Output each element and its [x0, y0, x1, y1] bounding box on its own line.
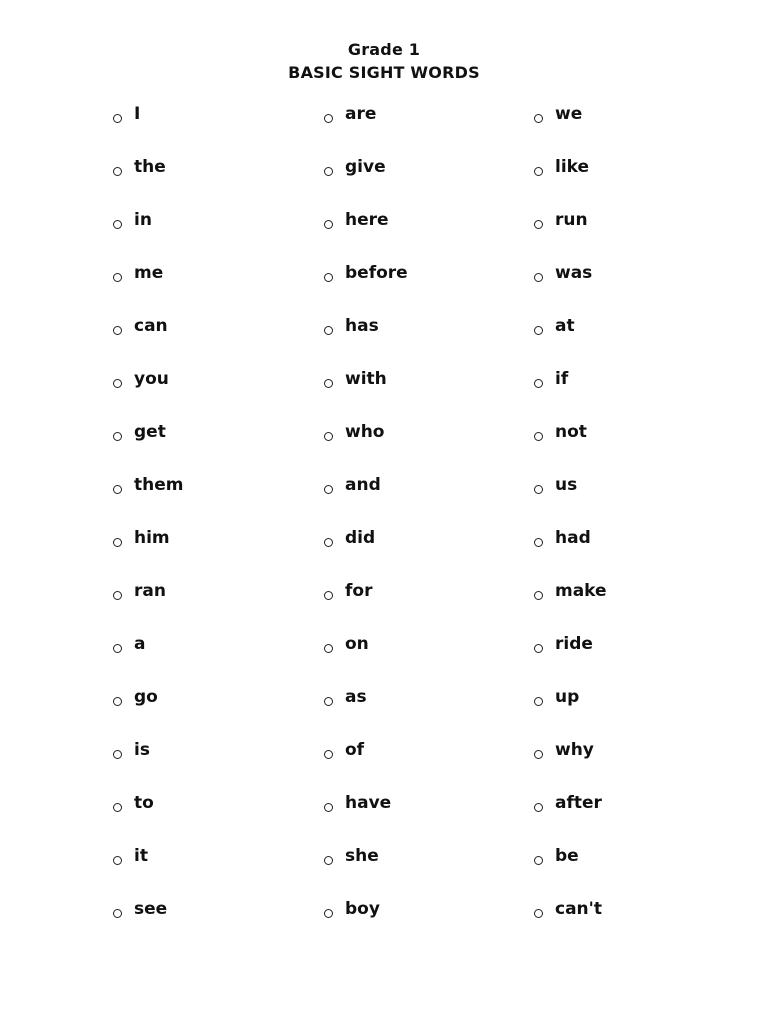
sight-word: get: [134, 422, 166, 442]
list-item: [324, 788, 408, 841]
list-item: [324, 311, 408, 364]
sight-word: can: [134, 316, 168, 336]
sight-word: if: [555, 369, 569, 389]
bullet-icon: [324, 591, 333, 600]
list-item: [324, 735, 408, 788]
bullet-icon: [113, 220, 122, 229]
bullet-icon: [324, 167, 333, 176]
list-item: [324, 523, 408, 576]
sight-word: have: [345, 793, 392, 813]
list-item: [113, 152, 183, 205]
list-item: [324, 99, 408, 152]
sight-word: him: [134, 528, 170, 548]
sight-word: us: [555, 475, 578, 495]
bullet-icon: [324, 750, 333, 759]
bullet-icon: [113, 644, 122, 653]
sight-word: why: [555, 740, 594, 760]
sight-word: and: [345, 475, 381, 495]
sight-word: had: [555, 528, 591, 548]
bullet-icon: [534, 273, 543, 282]
list-item: [113, 735, 183, 788]
bullet-icon: [324, 220, 333, 229]
bullet-icon: [534, 379, 543, 388]
sight-word: here: [345, 210, 389, 230]
page-title: BASIC SIGHT WORDS: [288, 63, 480, 82]
bullet-icon: [534, 909, 543, 918]
list-item: [534, 470, 607, 523]
list-item: [534, 894, 607, 947]
sight-word: did: [345, 528, 376, 548]
sight-word: at: [555, 316, 575, 336]
sight-word: with: [345, 369, 387, 389]
sight-word: was: [555, 263, 593, 283]
sight-word: ride: [555, 634, 593, 654]
list-item: [534, 576, 607, 629]
sight-word: are: [345, 104, 377, 124]
sight-word: you: [134, 369, 169, 389]
grade-label: Grade 1: [347, 40, 421, 59]
list-item: [534, 152, 607, 205]
list-item: [534, 788, 607, 841]
bullet-icon: [113, 114, 122, 123]
sight-word: has: [345, 316, 379, 336]
bullet-icon: [113, 379, 122, 388]
list-item: [113, 788, 183, 841]
bullet-icon: [534, 856, 543, 865]
sight-word: I: [134, 104, 141, 124]
document-header: [0, 38, 768, 84]
bullet-icon: [113, 167, 122, 176]
list-item: [324, 841, 408, 894]
list-item: [324, 894, 408, 947]
list-item: [113, 364, 183, 417]
sight-word: be: [555, 846, 579, 866]
bullet-icon: [534, 697, 543, 706]
bullet-icon: [324, 485, 333, 494]
bullet-icon: [324, 326, 333, 335]
bullet-icon: [324, 644, 333, 653]
list-item: [534, 311, 607, 364]
bullet-icon: [113, 432, 122, 441]
word-column-2: [324, 99, 408, 947]
sight-word: in: [134, 210, 152, 230]
sight-word: them: [134, 475, 184, 495]
sight-word: is: [134, 740, 150, 760]
bullet-icon: [113, 909, 122, 918]
list-item: [113, 258, 183, 311]
list-item: [534, 629, 607, 682]
bullet-icon: [534, 750, 543, 759]
list-item: [324, 682, 408, 735]
sight-word: me: [134, 263, 164, 283]
bullet-icon: [113, 803, 122, 812]
sight-word: before: [345, 263, 408, 283]
sight-word: go: [134, 687, 158, 707]
sight-word: give: [345, 157, 386, 177]
bullet-icon: [324, 909, 333, 918]
sight-word: up: [555, 687, 580, 707]
list-item: [324, 258, 408, 311]
list-item: [324, 364, 408, 417]
list-item: [324, 470, 408, 523]
list-item: [113, 470, 183, 523]
list-item: [113, 841, 183, 894]
bullet-icon: [113, 591, 122, 600]
sight-word: like: [555, 157, 590, 177]
list-item: [113, 894, 183, 947]
sight-word: who: [345, 422, 385, 442]
list-item: [534, 99, 607, 152]
bullet-icon: [324, 803, 333, 812]
list-item: [113, 523, 183, 576]
sight-word: a: [134, 634, 146, 654]
bullet-icon: [324, 432, 333, 441]
sight-word: see: [134, 899, 168, 919]
word-column-1: [113, 99, 183, 947]
bullet-icon: [324, 856, 333, 865]
sight-word: run: [555, 210, 588, 230]
sight-word: the: [134, 157, 166, 177]
list-item: [534, 417, 607, 470]
list-item: [324, 576, 408, 629]
sight-word: not: [555, 422, 587, 442]
list-item: [324, 205, 408, 258]
sight-word: after: [555, 793, 602, 813]
bullet-icon: [534, 167, 543, 176]
bullet-icon: [324, 538, 333, 547]
list-item: [113, 629, 183, 682]
bullet-icon: [534, 326, 543, 335]
bullet-icon: [113, 750, 122, 759]
bullet-icon: [534, 644, 543, 653]
bullet-icon: [534, 591, 543, 600]
list-item: [113, 99, 183, 152]
sight-word: make: [555, 581, 607, 601]
sight-word: to: [134, 793, 154, 813]
sight-word: ran: [134, 581, 166, 601]
bullet-icon: [534, 803, 543, 812]
bullet-icon: [113, 485, 122, 494]
sight-word: we: [555, 104, 583, 124]
list-item: [324, 629, 408, 682]
sight-word: for: [345, 581, 373, 601]
list-item: [324, 152, 408, 205]
bullet-icon: [534, 432, 543, 441]
bullet-icon: [113, 326, 122, 335]
bullet-icon: [324, 114, 333, 123]
list-item: [534, 364, 607, 417]
bullet-icon: [113, 273, 122, 282]
sight-word: of: [345, 740, 365, 760]
bullet-icon: [113, 538, 122, 547]
list-item: [113, 682, 183, 735]
bullet-icon: [113, 697, 122, 706]
bullet-icon: [534, 538, 543, 547]
bullet-icon: [534, 485, 543, 494]
list-item: [534, 735, 607, 788]
list-item: [534, 523, 607, 576]
list-item: [113, 576, 183, 629]
list-item: [324, 417, 408, 470]
list-item: [534, 205, 607, 258]
sight-word: as: [345, 687, 367, 707]
sight-word: can't: [555, 899, 602, 919]
bullet-icon: [324, 379, 333, 388]
list-item: [534, 841, 607, 894]
word-column-3: [534, 99, 607, 947]
list-item: [113, 311, 183, 364]
sight-word: on: [345, 634, 369, 654]
sight-word: boy: [345, 899, 380, 919]
list-item: [113, 205, 183, 258]
list-item: [534, 682, 607, 735]
bullet-icon: [324, 697, 333, 706]
bullet-icon: [324, 273, 333, 282]
bullet-icon: [534, 220, 543, 229]
list-item: [534, 258, 607, 311]
bullet-icon: [113, 856, 122, 865]
sight-word: she: [345, 846, 379, 866]
sight-word: it: [134, 846, 148, 866]
list-item: [113, 417, 183, 470]
bullet-icon: [534, 114, 543, 123]
